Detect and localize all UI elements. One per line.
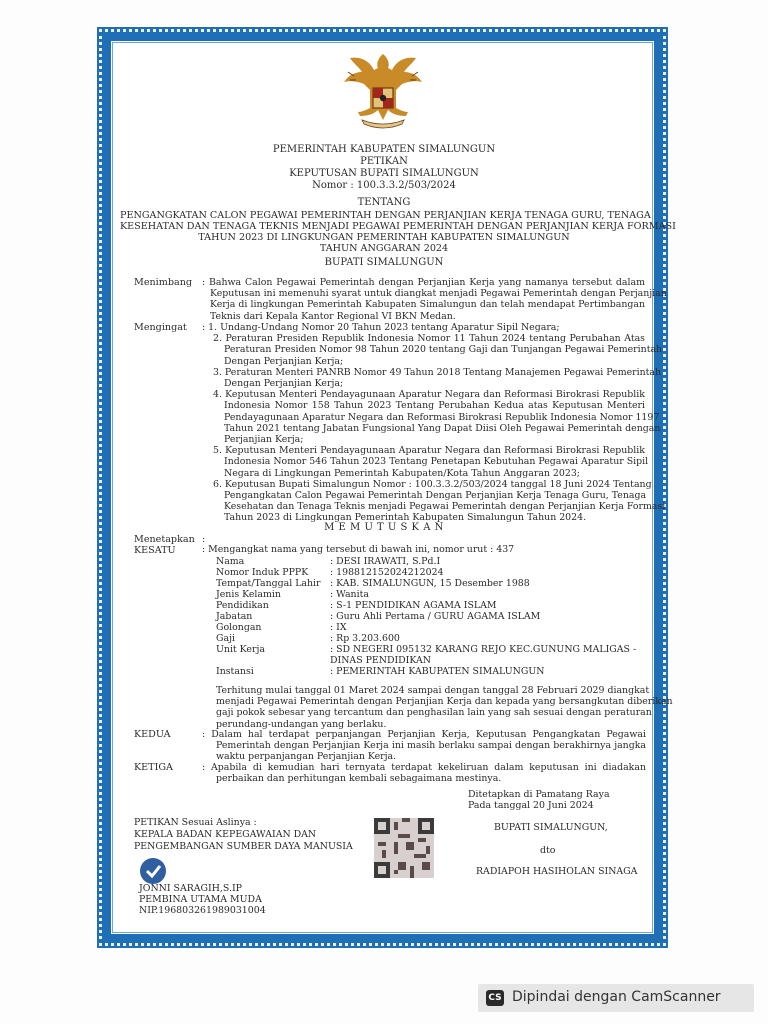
text-line: : Bahwa Calon Pegawai Pemerintah dengan Perjanjian Kerja yang namanya tersebut dalam <box>202 277 645 288</box>
header-line1: PEMERINTAH KABUPATEN SIMALUNGUN <box>272 144 496 155</box>
text-line: Pengangkatan Calon Pegawai Pemerintah Dengan Perjanjian Kerja Tenaga Guru, Tenaga <box>224 490 647 502</box>
text-line: Pendayagunaan Aparatur Negara dan Reformasi Birokrasi Republik Indonesia Nomor 1197 <box>224 411 660 423</box>
text-line: Tahun 2021 tentang Jabatan Fungsional Yang Dapat Diisi Oleh Pegawai Pemerintah dengan <box>224 422 661 434</box>
field-label: Gaji <box>216 633 235 644</box>
menetapkan-label: Menetapkan <box>134 534 195 545</box>
list-item: 5. Keputusan Menteri Pendayagunaan Aparatur Negara dan Reformasi Birokrasi Republik <box>213 445 645 457</box>
text-line: Dengan Perjanjian Kerja; <box>224 355 344 367</box>
field-value: : KAB. SIMALUNGUN, 15 Desember 1988 <box>330 578 530 589</box>
signer-name: RADIAPOH HASIHOLAN SINAGA <box>476 866 638 877</box>
text-line: Pemerintah dengan Perjanjian Kerja ini masih berlaku sampai dengan berakhirnya jangka <box>216 740 646 752</box>
field-label: Jenis Kelamin <box>216 589 281 600</box>
signer-title: BUPATI SIMALUNGUN, <box>494 822 608 833</box>
text-line: Kesehatan dan Tenaga Teknis menjadi Pegawai Pemerintah dengan Perjanjian Kerja Formasi <box>224 501 666 513</box>
text-line: gaji pokok sebesar yang tercantum dan penghasilan lain yang sah sesuai dengan peraturan <box>216 707 652 719</box>
text-line: waktu perpanjangan Perjanjian Kerja. <box>216 751 397 763</box>
field-value: : SD NEGERI 095132 KARANG REJO KEC.GUNUNG MALIGAS - <box>330 644 637 655</box>
text-line: Indonesia Nomor 158 Tahun 2023 Tentang Perubahan Kedua atas Keputusan Menteri <box>224 400 645 412</box>
subject-line: TAHUN 2023 DI LINGKUNGAN PEMERINTAH KABUPATEN SIMALUNGUN <box>198 232 570 243</box>
ditetapkan-date: Pada tanggal 20 Juni 2024 <box>468 800 594 811</box>
text-line: Indonesia Nomor 546 Tahun 2023 Tentang Penetapan Kebutuhan Pegawai Aparatur Sipil <box>224 456 649 468</box>
list-item: 3. Peraturan Menteri PANRB Nomor 49 Tahun 2018 Tentang Manajemen Pegawai Pemerintah <box>213 366 662 378</box>
ketiga-label: KETIGA <box>134 762 173 773</box>
field-value: DINAS PENDIDIKAN <box>330 655 431 666</box>
text-line: Kerja di lingkungan Pemerintah Kabupaten Simalungun dan telah mendapat Pertimbangan <box>210 299 645 311</box>
field-value: : DESI IRAWATI, S.Pd.I <box>330 556 441 567</box>
text-line: Dengan Perjanjian Kerja; <box>224 378 344 390</box>
field-label: Instansi <box>216 666 254 677</box>
field-label: Nama <box>216 556 245 567</box>
list-item: 6. Keputusan Bupati Simalungun Nomor : 100.3.3.2/503/2024 tanggal 18 Juni 2024 Tentang <box>213 478 652 490</box>
kesatu-label: KESATU <box>134 545 176 556</box>
petikan-office-line2: PENGEMBANGAN SUMBER DAYA MANUSIA <box>134 841 353 852</box>
list-item: 4. Keputusan Menteri Pendayagunaan Aparatur Negara dan Reformasi Birokrasi Republik <box>213 389 645 401</box>
mengingat-list <box>202 322 666 524</box>
garuda-emblem-icon <box>340 50 426 132</box>
text-line: perbaikan dan perhitungan kembali sebagaimana mestinya. <box>216 773 502 785</box>
text-line: Tahun 2023 di Lingkungan Pemerintah Kabupaten Simalungun Tahun 2024. <box>224 512 587 524</box>
kedua-text <box>202 729 646 763</box>
bsre-logo-icon <box>138 856 168 886</box>
field-value: : Wanita <box>330 589 369 600</box>
list-item: : 1. Undang-Undang Nomor 20 Tahun 2023 tentang Aparatur Sipil Negara; <box>202 322 560 333</box>
text-line: Teknis dari Kepala Kantor Regional VI BKN Medan. <box>210 310 456 322</box>
field-value: : IX <box>330 622 347 633</box>
petikan-label: PETIKAN Sesuai Aslinya : <box>134 817 257 828</box>
camscanner-watermark <box>478 984 754 1012</box>
text-line: Keputusan ini memenuhi syarat untuk diangkat menjadi Pegawai Pemerintah dengan Perjanjian <box>210 288 667 300</box>
field-label: Golongan <box>216 622 262 633</box>
list-item: 2. Peraturan Presiden Republik Indonesia Nomor 11 Tahun 2024 tentang Perubahan Atas <box>213 333 645 345</box>
ketiga-text <box>202 762 646 784</box>
field-value: : Guru Ahli Pertama / GURU AGAMA ISLAM <box>330 611 541 622</box>
petikan-signer-rank: PEMBINA UTAMA MUDA <box>139 894 262 905</box>
text-line: perundang-undangan yang berlaku. <box>216 718 387 730</box>
field-label: Nomor Induk PPPK <box>216 567 309 578</box>
header-tentang: TENTANG <box>357 197 411 208</box>
kedua-label: KEDUA <box>134 729 171 740</box>
text-line: menjadi Pegawai Pemerintah dengan Perjanjian Kerja dan kepada yang bersangkutan diberikan <box>216 696 673 708</box>
field-value: : S-1 PENDIDIKAN AGAMA ISLAM <box>330 600 497 611</box>
bupati-heading: BUPATI SIMALUNGUN <box>324 257 444 268</box>
subject-line: TAHUN ANGGARAN 2024 <box>319 243 449 254</box>
text-line: Peraturan Presiden Nomor 98 Tahun 2020 tentang Gaji dan Tunjangan Pegawai Pemerintah <box>224 344 663 356</box>
text-line: : Dalam hal terdapat perpanjangan Perjanjian Kerja, Keputusan Pengangkatan Pegawai <box>202 729 646 740</box>
camscanner-text: Dipindai dengan CamScanner <box>512 989 721 1005</box>
text-line: Terhitung mulai tanggal 01 Maret 2024 sampai dengan tanggal 28 Februari 2029 diangkat <box>216 685 650 696</box>
text-line: Perjanjian Kerja; <box>224 434 304 446</box>
petikan-office-line1: KEPALA BADAN KEPEGAWAIAN DAN <box>134 829 317 840</box>
field-label: Pendidikan <box>216 600 269 611</box>
header-line2: PETIKAN <box>360 156 408 167</box>
field-value: : Rp 3.203.600 <box>330 633 400 644</box>
subject-line: KESEHATAN DAN TENAGA TEKNIS MENJADI PEGAWAI PEMERINTAH DENGAN PERJANJIAN KERJA FORMASI <box>120 221 676 232</box>
text-line: Negara di Lingkungan Pemerintah Kabupaten/Kota Tahun Anggaran 2023; <box>224 467 580 479</box>
field-value: : PEMERINTAH KABUPATEN SIMALUNGUN <box>330 666 545 677</box>
header-line3: KEPUTUSAN BUPATI SIMALUNGUN <box>289 168 479 179</box>
subject-line: PENGANGKATAN CALON PEGAWAI PEMERINTAH DENGAN PERJANJIAN KERJA TENAGA GURU, TENAGA <box>120 210 651 221</box>
ditetapkan-place: Ditetapkan di Pamatang Raya <box>468 789 610 800</box>
petikan-signer-name: JONNI SARAGIH,S.IP <box>139 883 242 894</box>
text-line: : Apabila di kemudian hari ternyata terdapat kekeliruan dalam keputusan ini diadakan <box>202 762 646 773</box>
signer-dto: dto <box>540 845 556 856</box>
field-label: Jabatan <box>216 611 253 622</box>
menimbang-label: Menimbang <box>134 277 193 288</box>
header-nomor: Nomor : 100.3.3.2/503/2024 <box>312 180 456 191</box>
kesatu-paragraph <box>216 685 673 730</box>
kesatu-intro: : Mengangkat nama yang tersebut di bawah ini, nomor urut : 437 <box>202 544 515 555</box>
menetapkan-colon: : <box>202 534 206 545</box>
field-value: : 198812152024212024 <box>330 567 444 578</box>
menimbang-text <box>202 277 667 322</box>
qr-code-icon <box>374 818 434 878</box>
field-label: Unit Kerja <box>216 644 265 655</box>
memutuskan-heading: M E M U T U S K A N <box>324 522 444 533</box>
field-label: Tempat/Tanggal Lahir <box>216 578 321 589</box>
petikan-signer-nip: NIP.196803261989031004 <box>139 905 266 916</box>
camscanner-logo-icon: CS <box>486 990 504 1006</box>
mengingat-label: Mengingat <box>134 322 187 333</box>
